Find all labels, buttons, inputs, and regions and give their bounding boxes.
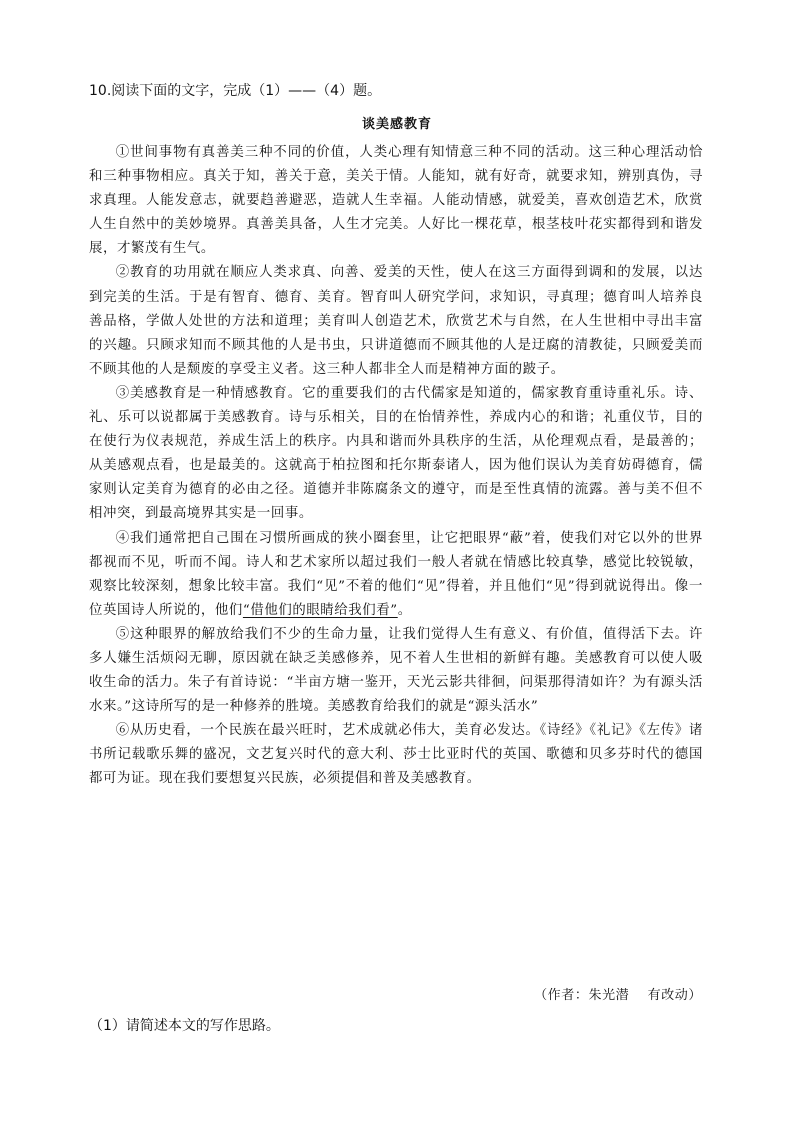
paragraph-3: ③美感教育是一种情感教育。它的重要我们的古代儒家是知道的，儒家教育重诗重礼乐。诗、礼、乐可以说都属于美感教育。诗与乐相关，目的在怡情养性，养成内心的和谐；礼重仪节，目的在使行为仪表规范，养成生活上的秩序。内具和谐而外具秩序的生活，从伦理观点看，是最善的；从美感观点看，也是最美的。这就高于柏拉图和托尔斯泰诸人，因为他们误认为美育妨碍德育，儒家则认定美育为德育的必由之径。道德并非陈腐条文的遵守，而是至性真情的流露。善与美不但不相冲突，到最高境界其实是一回事。 [89, 385, 703, 522]
author-note: （作者：朱光潜 有改动） [534, 988, 702, 1003]
underlined-quote: “借他们的眼睛给我们看” [242, 602, 398, 618]
article-body [89, 141, 703, 792]
paragraph-6: ⑥从历史看，一个民族在最兴旺时，艺术成就必伟大，美育必发达。《诗经》《礼记》《左传》诸书所记载歌乐舞的盛况，文艺复兴时代的意大利、莎士比亚时代的英国、歌德和贝多芬时代的德国都可为证。现在我们要想复兴民族，必须提倡和普及美感教育。 [89, 723, 703, 787]
paragraph-4 [89, 527, 703, 623]
paragraph-4-end: 。 [397, 602, 412, 618]
sub-question-1: （1）请简述本文的写作思路。 [89, 1018, 280, 1034]
paragraph-4-text: ④我们通常把自己围在习惯所画成的狭小圈套里，让它把眼界“蔽”着，使我们对它以外的世界都视而不见，听而不闻。诗人和艺术家所以超过我们一般人者就在情感比较真挚，感觉比较锐敏，观察比较深刻，想象比较丰富。我们“见”不着的他们“见”得着，并且他们“见”得到就说得出。像一位英国诗人所说的，他们 [89, 530, 703, 618]
question-header: 10.阅读下面的文字，完成（1）——（4）题。 [89, 83, 382, 99]
article-title: 谈美感教育 [361, 117, 432, 132]
paragraph-5: ⑤这种眼界的解放给我们不少的生命力量，让我们觉得人生有意义、有价值，值得活下去。许多人嫌生活烦闷无聊，原因就在缺乏美感修养，见不着人生世相的新鲜有趣。美感教育可以使人吸收生命的活力。朱子有首诗说：“半亩方塘一鉴开，天光云影共徘徊，问渠那得清如许？为有源头活水来。”这诗所写的是一种修养的胜境。美感教育给我们的就是“源头活水” [89, 626, 703, 715]
paragraph-1: ①世间事物有真善美三种不同的价值，人类心理有知情意三种不同的活动。这三种心理活动恰和三种事物相应。真关于知，善关于意，美关于情。人能知，就有好奇，就要求知，辨别真伪，寻求真理。人能发意志，就要趋善避恶，造就人生幸福。人能动情感，就爱美，喜欢创造艺术，欣赏人生自然中的美妙境界。真善美具备，人生才完美。人好比一棵花草，根茎枝叶花实都得到和谐发展，才繁茂有生气。 [89, 145, 703, 257]
paragraph-2: ②教育的功用就在顺应人类求真、向善、爱美的天性，使人在这三方面得到调和的发展，以达到完美的生活。于是有智育、德育、美育。智育叫人研究学问，求知识，寻真理；德育叫人培养良善品格，学做人处世的方法和道理；美育叫人创造艺术，欣赏艺术与自然，在人生世相中寻出丰富的兴趣。只顾求知而不顾其他的人是书虫，只讲道德而不顾其他的人是迂腐的清教徒，只顾爱美而不顾其他的人是颓废的享受主义者。这三种人都非全人而是精神方面的跛子。 [89, 265, 703, 377]
